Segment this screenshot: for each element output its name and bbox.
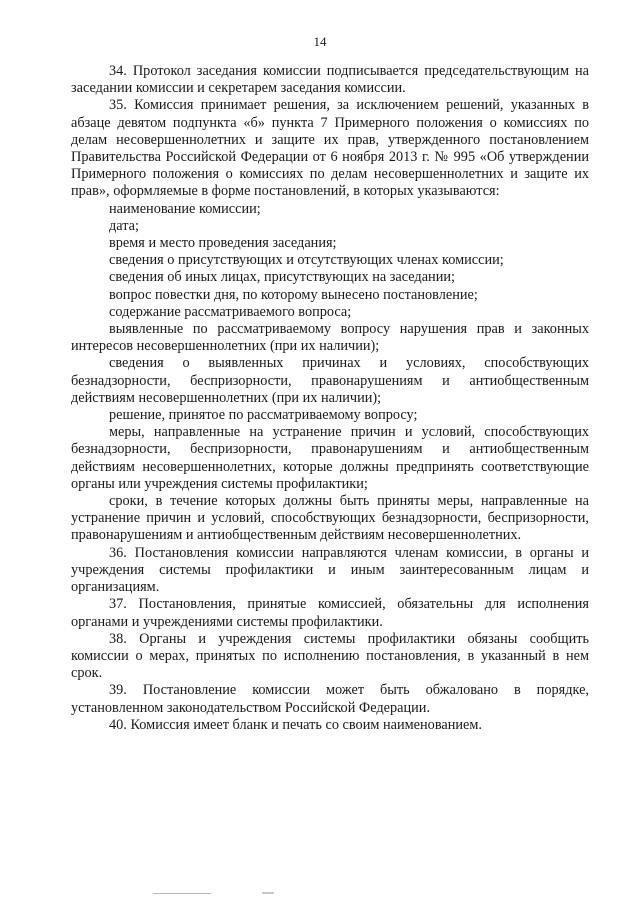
list-item: сведения об иных лицах, присутствующих на заседании;	[109, 269, 455, 286]
list-item: время и место проведения заседания;	[109, 235, 337, 252]
list-item: сроки, в течение которых должны быть приняты меры, направленные на устранение причин и условий, способствующих безнадзорности, беспризорности, правонарушениям и антиобщественным действиям несовершеннолетних.	[71, 493, 589, 544]
paragraph-34: 34. Протокол заседания комиссии подписывается председательствующим на заседании комиссии и секретарем заседания комиссии.	[71, 63, 589, 97]
paragraph-38: 38. Органы и учреждения системы профилактики обязаны сообщить комиссии о мерах, принятых по исполнению постановления, в указанный в нем срок.	[71, 630, 589, 682]
list-item: вопрос повестки дня, по которому вынесено постановление;	[109, 286, 478, 303]
footer-mark	[262, 892, 274, 894]
list-item: наименование комиссии;	[109, 200, 261, 217]
list-item: дата;	[109, 217, 139, 234]
list-item: выявленные по рассматриваемому вопросу нарушения прав и законных интересов несовершеннолетних (при их наличии);	[71, 321, 589, 355]
paragraph-39: 39. Постановление комиссии может быть обжаловано в порядке, установленном законодательством Российской Федерации.	[71, 682, 589, 716]
paragraph-40: 40. Комиссия имеет бланк и печать со своим наименованием.	[109, 716, 482, 733]
paragraph-37: 37. Постановления, принятые комиссией, обязательны для исполнения органами и учреждениями системы профилактики.	[71, 596, 589, 630]
list-item: решение, принятое по рассматриваемому вопросу;	[109, 407, 418, 424]
list-item: сведения о присутствующих и отсутствующих членах комиссии;	[109, 252, 504, 269]
document-body	[71, 63, 589, 734]
paragraph-36: 36. Постановления комиссии направляются членам комиссии, в органы и учреждения системы профилактики и иным заинтересованным лицам и организациям.	[71, 544, 589, 596]
page-number: 14	[313, 34, 327, 49]
footer-rule	[153, 893, 211, 894]
paragraph-35: 35. Комиссия принимает решения, за исключением решений, указанных в абзаце девятом подпункта «б» пункта 7 Примерного положения о комиссиях по делам несовершеннолетних и защите их прав, утвержденного постановлением Правительства Российской Федерации от 6 ноября 2013 г. № 995 «Об утверждении Примерного положения о комиссиях по делам несовершеннолетних и защите их прав», оформляемые в форме постановлений, в которых указываются:	[71, 97, 589, 200]
list-item: сведения о выявленных причинах и условиях, способствующих безнадзорности, беспризорности, правонарушениям и антиобщественным действиям несовершеннолетних (при их наличии);	[71, 355, 589, 406]
list-item: меры, направленные на устранение причин и условий, способствующих безнадзорности, беспризорности, правонарушениям и антиобщественным действиям несовершеннолетних, которые должны предпринять соответствующие органы или учреждения системы профилактики;	[71, 424, 589, 492]
list-item: содержание рассматриваемого вопроса;	[109, 303, 352, 320]
